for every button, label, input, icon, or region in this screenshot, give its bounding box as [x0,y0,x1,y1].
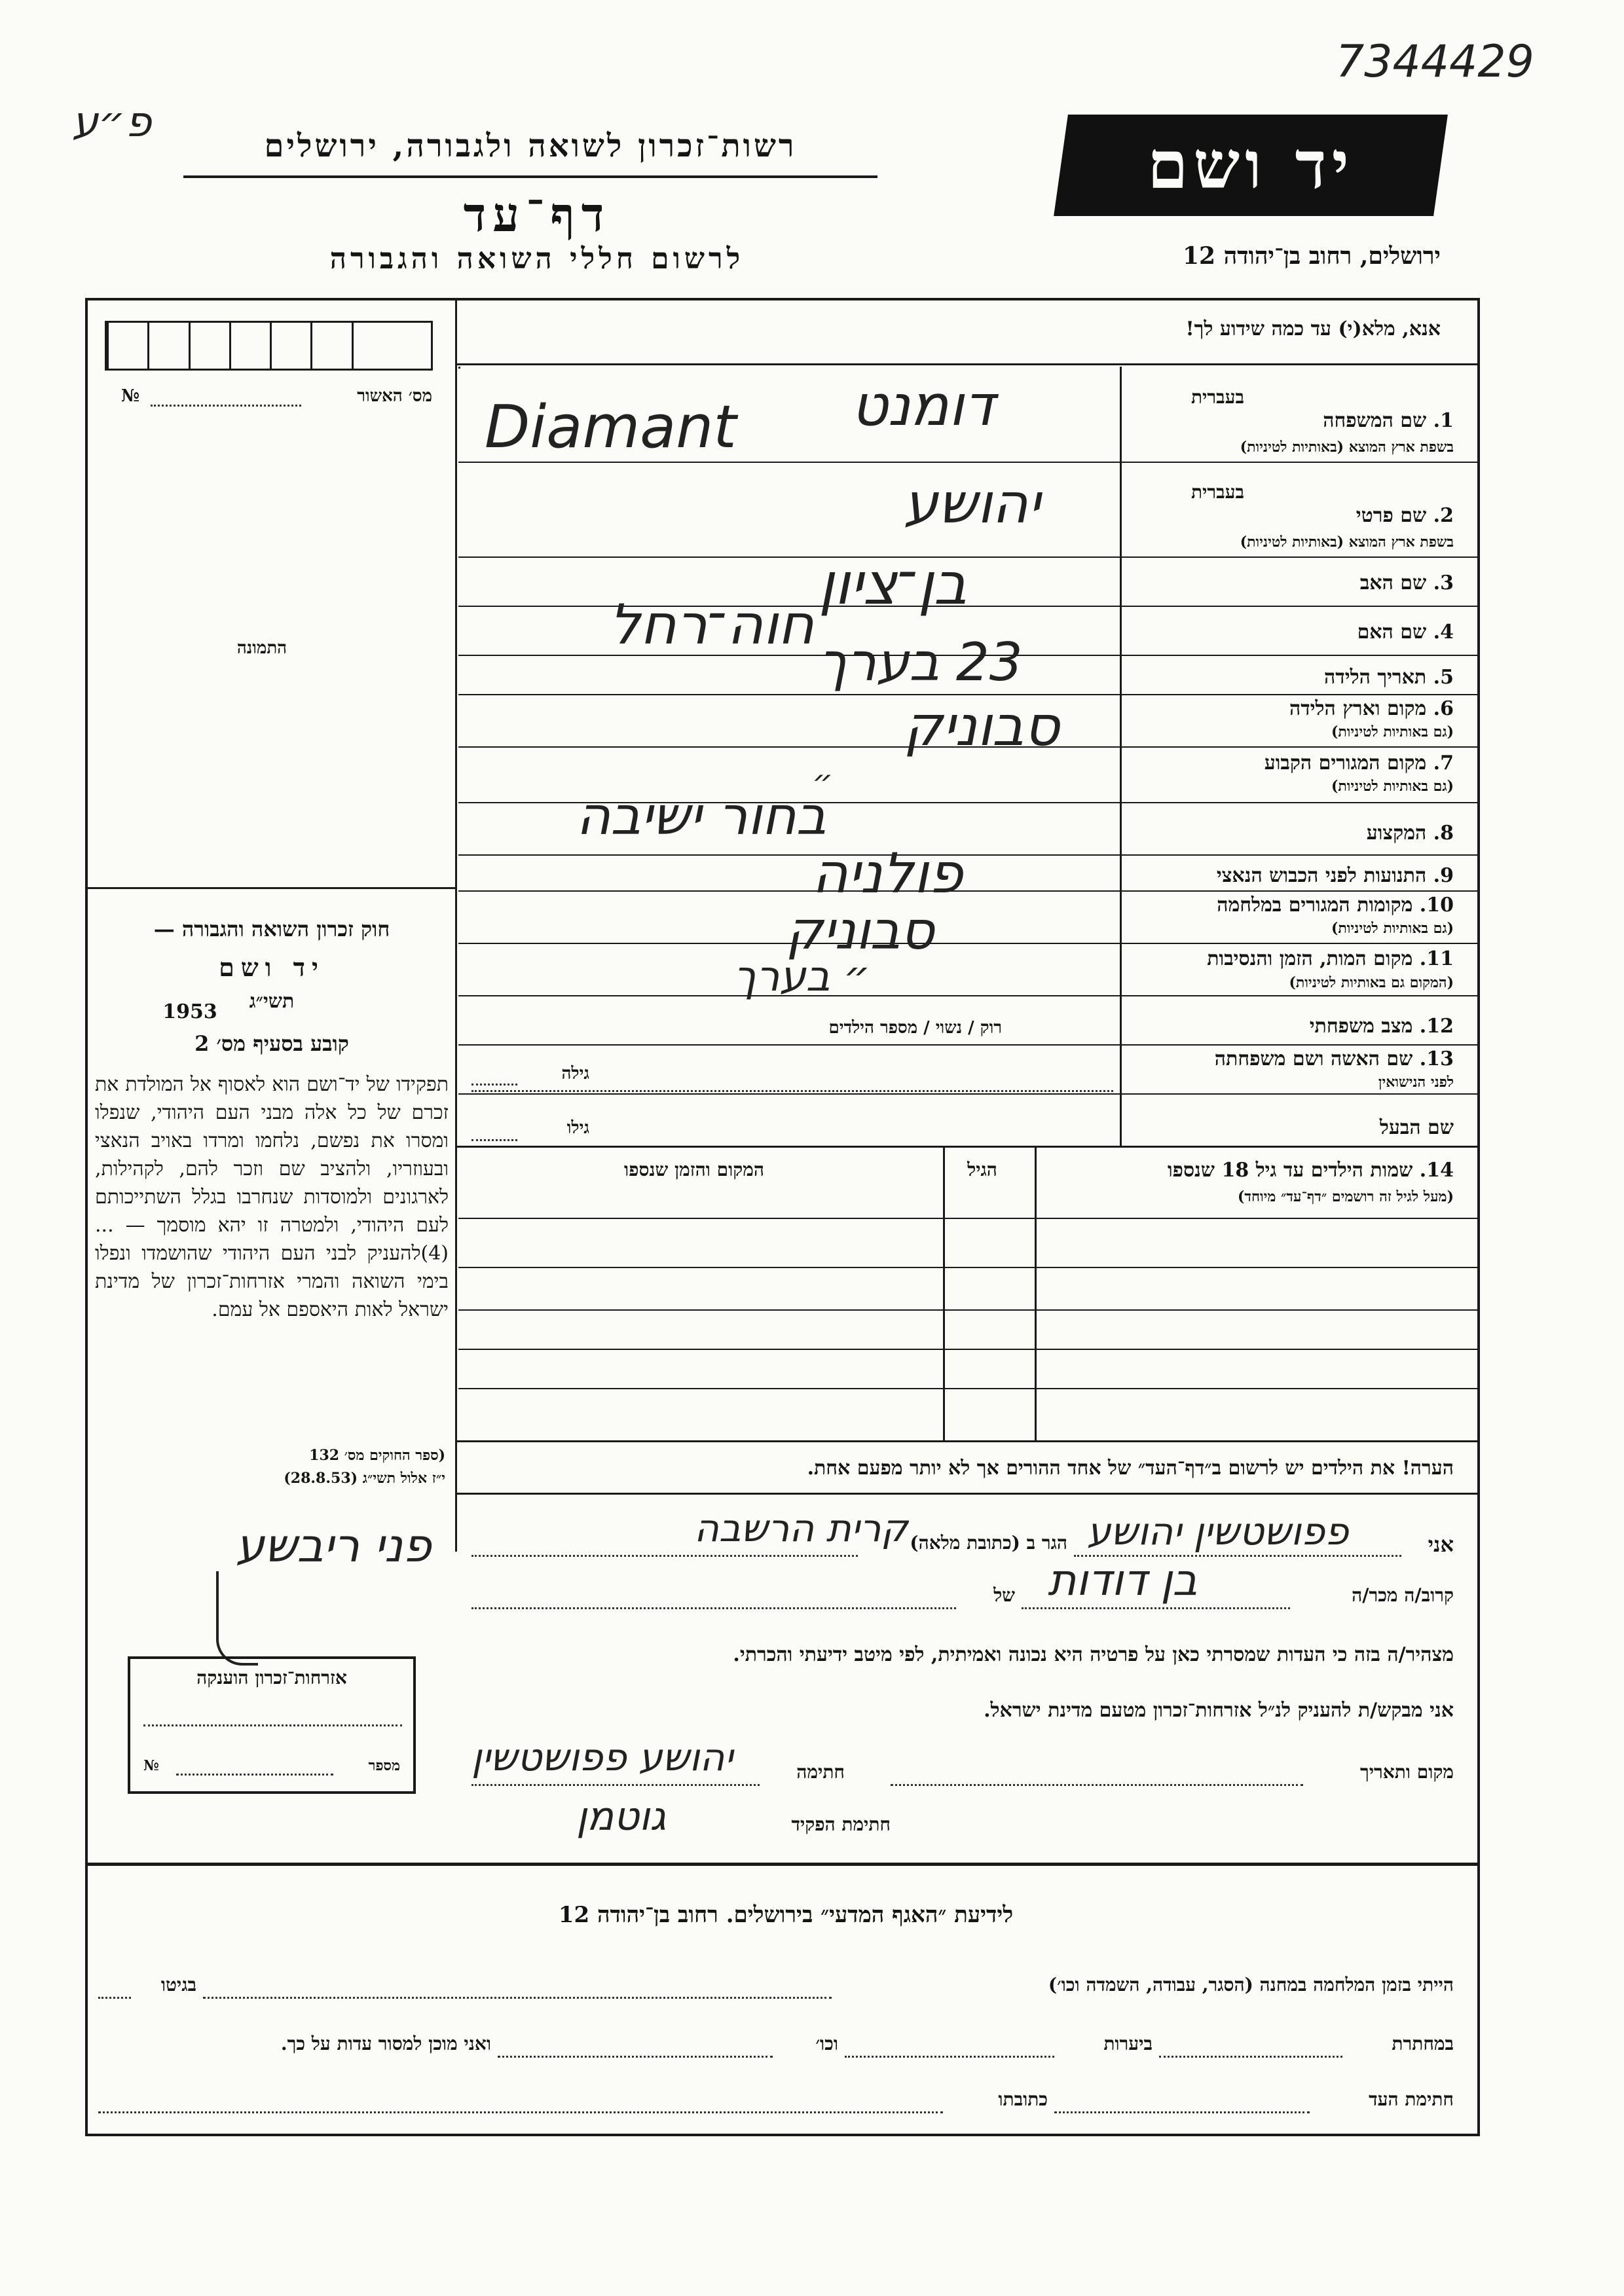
field-11-value: ״ בערך [733,953,871,1001]
footer-title: לידיעת ״האגף המדעי״ בירושלים. רחוב בן־יהודה 12 [558,1902,1014,1928]
field-10-sub: (גם באותיות לטיניות) [1331,920,1454,937]
ghetto-line [98,1997,131,1999]
field-5-label: 5. תאריך הלידה [1324,666,1454,689]
value-column-left [458,367,460,369]
declarant-name-value: פפושטשין יהושע [1087,1509,1349,1554]
children-note: הערה! את הילדים יש לרשום ב״דף־העד״ של אחד ההורים אך לא יותר מפעם אחת. [807,1457,1454,1480]
husband-age-label: גילו [566,1118,589,1138]
row-sep-10 [458,943,1480,944]
signature-label: חתימה [796,1761,845,1783]
camp-line [203,1997,832,1999]
footer-forests-label: ביערות [1103,2033,1153,2054]
children-row-4 [458,1349,1480,1350]
row-sep-2 [458,556,1480,558]
row-sep-14 [456,1146,1480,1148]
footer-willing-text: ואני מוכן למסור עדות על כך. [280,2033,491,2054]
wife-age-line [471,1084,517,1085]
field-2-value: יהושע [904,471,1041,536]
field-4-value: חוה־רחל [609,592,814,657]
of-label: של [993,1584,1015,1606]
footer-line-1: הייתי בזמן המלחמה במחנה (הסגר, עבודה, השמדה וכו׳) [1048,1974,1454,1995]
children-row-5 [458,1388,1480,1389]
relation-line [1022,1607,1290,1609]
row-sep-12 [458,1044,1480,1046]
law-name: יד ושם [219,953,325,982]
approval-strip [105,321,433,371]
address-line [471,1555,858,1557]
children-row-3 [458,1309,1480,1311]
law-section-divider [86,887,456,889]
gazette-ref-1: (ספר החוקים מס׳ 132 [309,1447,445,1464]
field-3-value: בן־ציון [819,550,967,617]
gazette-ref-2: י״ז אלול תשי״ג (28.8.53) [284,1470,445,1487]
field-6-sub: (גם באותיות לטיניות) [1331,723,1454,740]
resides-label: הגר ב (כתובת מלאה) [910,1532,1067,1554]
yad-vashem-logo: יד ושם [1054,115,1448,216]
approval-line [151,405,301,407]
wife-name-line [471,1090,1113,1092]
marital-options: רוק / נשוי / מספר הילדים [828,1018,1002,1038]
footer-top-rule [85,1863,1480,1866]
form-subtitle: לרשום חללי השואה והגבורה [329,242,745,276]
field-7-sub: (גם באותיות לטיניות) [1331,778,1454,795]
left-column-divider [455,298,457,1552]
field-13-sub: לפני הנישואין [1378,1074,1454,1091]
field-7-value: ״ [812,763,834,801]
relation-value: בן דודות [1048,1555,1198,1605]
witness-address-line [98,2111,943,2113]
citizenship-box [128,1656,416,1794]
field-11-label: 11. מקום המות, הזמן והנסיבות [1207,947,1454,970]
of-line [471,1607,956,1609]
handwritten-margin-note: פני ריבשע [236,1519,432,1573]
children-row-1 [458,1218,1480,1219]
field-13-label: 13. שם האשה ושם משפחתה [1214,1048,1454,1070]
field-5-value: 23 בערך [819,632,1023,693]
field-3-label: 3. שם האב [1359,572,1454,594]
photo-label: התמונה [236,638,287,658]
officer-signature-value: גוטמן [576,1794,667,1840]
approval-no-sign: № [121,386,140,406]
field-6-label: 6. מקום וארץ הלידה [1289,697,1454,720]
intro-text: אנא, מלא(י) עד כמה שידוע לך! [1185,318,1441,340]
row-sep-8 [458,854,1480,856]
etc-line [498,2056,773,2058]
law-clause: קובע בסעיף מס׳ 2 [194,1031,349,1056]
hebrew-tag-1: בעברית [1190,386,1244,408]
row-sep-1 [458,462,1480,463]
footer-underground-label: במחתרת [1392,2033,1454,2054]
citizenship-no-sign: № [143,1757,159,1774]
children-row-2 [458,1267,1480,1268]
margin-note-arrow [216,1571,258,1666]
field-9-label: 9. התנועות לפני הכבוש הנאצי [1216,864,1454,887]
field-1-value-latin: Diamant [485,393,737,462]
field-12-label: 12. מצב משפחתי [1309,1015,1454,1038]
field-8-label: 8. המקצוע [1366,822,1454,845]
place-date-label: מקום ותאריך [1359,1761,1454,1783]
field-8-value: בחור ישיבה [576,786,826,847]
footer-address-label: כתובתו [998,2088,1048,2110]
field-4-label: 4. שם האם [1357,621,1454,644]
children-col-divider-1 [943,1146,945,1440]
law-year-hebrew: תשי״ג [249,990,295,1013]
col-place-header: המקום והזמן שנספו [624,1159,764,1180]
archive-number: 7344429 [1336,36,1534,88]
col-age-header: הגיל [967,1159,997,1180]
header-underline [183,175,877,178]
footer-ghetto-label: בגיטו [160,1974,196,1995]
field-6-value: סבוניק [904,694,1060,758]
law-year: 1953 [162,1000,217,1023]
field-14-sub: (מעל לגיל זה רושמים ״דף־עד״ מיוחד) [1237,1188,1454,1205]
law-text: תפקידו של יד־ושם הוא לאסוף אל המולדת את זכרם של כל אלה מבני העם היהודי, שנפלו ומסרו את נפשם, נלחמו ומרדו באויב הנאצי ובעוזריו, ולהציב שם וזכר להם, לקהילות, לארגונים ולמוסדות שנחרבו בגלל השתייכותם לעם היהודי, ולמטרה זו יהא מוסמך — ...(4)להעניק לבני העם היהודי שהושמדו ונפלו בימי השואה והמרי אזרחות־זכרון של מדינת ישראל לאות היאספם אל עמם. [95,1073,449,1321]
corner-handwritten-mark: פ״ע [72,98,152,147]
children-table-bottom [456,1440,1480,1442]
field-1-value-hebrew: דומנט [851,373,995,439]
wife-age-label: גילה [561,1064,589,1084]
husband-age-line [471,1139,517,1141]
underground-line [1159,2056,1342,2058]
signature-line [471,1784,760,1786]
declaration-line-2: אני מבקש/ת להעניק לנ״ל אזרחות־זכרון מטעם מדינת ישראל. [984,1699,1454,1722]
field-11-sub: (המקום גם באותיות לטיניות) [1289,974,1454,991]
footer-witness-signature-label: חתימת העד [1369,2088,1454,2110]
field-10-label: 10. מקומות המגורים במלחמה [1217,894,1454,917]
declaration-line-1: מצהיר/ה בזה כי העדות שמסרתי כאן על פרטיה היא נכונה ואמיתית, לפי מיטב ידיעתי והכרתי. [733,1643,1454,1666]
form-title: דף־עד [463,187,611,242]
field-1-label: 1. שם המשפחה [1323,409,1454,432]
signature-value: יהושע פפושטשין [471,1735,733,1779]
field-9-value: פולניה [812,841,963,905]
field-10-value: סבוניק [786,900,934,961]
forests-line [845,2056,1054,2058]
husband-label: שם הבעל [1379,1116,1454,1139]
citizenship-box-title: אזרחות־זכרון הוענקה [196,1667,347,1688]
row-sep-11 [458,995,1480,996]
relative-label: קרוב/ה מכר/ה [1352,1584,1454,1606]
citizenship-number-label: מספר [368,1757,400,1774]
field-2-sub: בשפת ארץ המוצא (באותיות לטיניות) [1240,534,1454,551]
footer-etc-label: וכו׳ [815,2033,838,2054]
field-1-sub: בשפת ארץ המוצא (באותיות לטיניות) [1240,439,1454,456]
address-value: קרית הרשבה [694,1506,908,1550]
place-date-line [891,1784,1303,1786]
witness-signature-line [1054,2111,1310,2113]
children-col-divider-2 [1035,1146,1037,1440]
note-bottom-line [456,1493,1480,1495]
field-2-label: 2. שם פרטי [1356,504,1454,527]
field-7-label: 7. מקום המגורים הקבוע [1264,752,1454,774]
officer-signature-label: חתימת הפקיד [791,1813,891,1835]
institution-name: רשות־זכרון לשואה ולגבורה, ירושלים [264,128,797,164]
row-sep-13 [458,1093,1480,1095]
row-sep-9 [458,890,1480,892]
ani-label: אני [1428,1532,1454,1557]
law-title: חוק זכרון השואה והגבורה — [153,917,390,941]
hebrew-tag-2: בעברית [1190,481,1244,503]
field-14-label: 14. שמות הילדים עד גיל 18 שנספו [1167,1159,1454,1182]
header-address: ירושלים, רחוב בן־יהודה 12 [1182,242,1441,270]
intro-line [456,363,1480,365]
label-column-divider [1120,367,1122,1146]
approval-label: מס׳ האשור [357,386,432,406]
